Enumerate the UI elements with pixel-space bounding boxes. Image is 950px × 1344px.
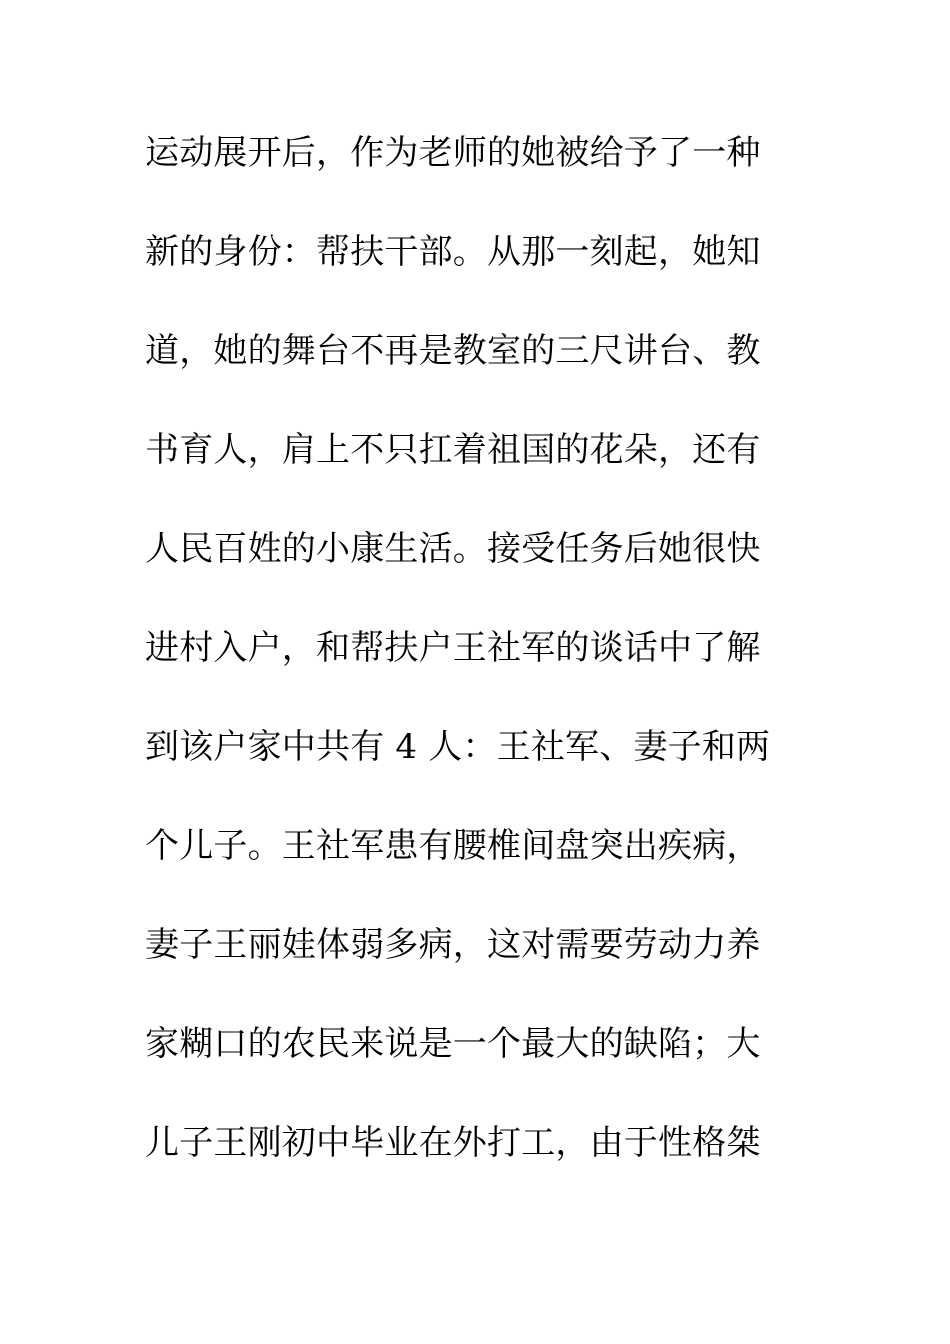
text-line-3: 道，她的舞台不再是教室的三尺讲台、教 xyxy=(145,331,761,371)
text-line-8: 个儿子。王社军患有腰椎间盘突出疾病， xyxy=(145,826,761,866)
body-text xyxy=(145,124,785,1213)
text-line-11: 儿子王刚初中毕业在外打工，由于性格桀 xyxy=(145,1123,761,1163)
text-line-2: 新的身份：帮扶干部。从那一刻起，她知 xyxy=(145,232,761,272)
text-line-5: 人民百姓的小康生活。接受任务后她很快 xyxy=(145,529,761,569)
text-line-6: 进村入户，和帮扶户王社军的谈话中了解 xyxy=(145,628,761,668)
text-line-10: 家糊口的农民来说是一个最大的缺陷；大 xyxy=(145,1024,761,1064)
text-line-9: 妻子王丽娃体弱多病，这对需要劳动力养 xyxy=(145,925,761,965)
text-line-4: 书育人，肩上不只扛着祖国的花朵，还有 xyxy=(145,430,761,470)
text-line-7: 到该户家中共有 4 人：王社军、妻子和两 xyxy=(145,727,771,767)
text-line-1: 运动展开后，作为老师的她被给予了一种 xyxy=(145,133,761,173)
